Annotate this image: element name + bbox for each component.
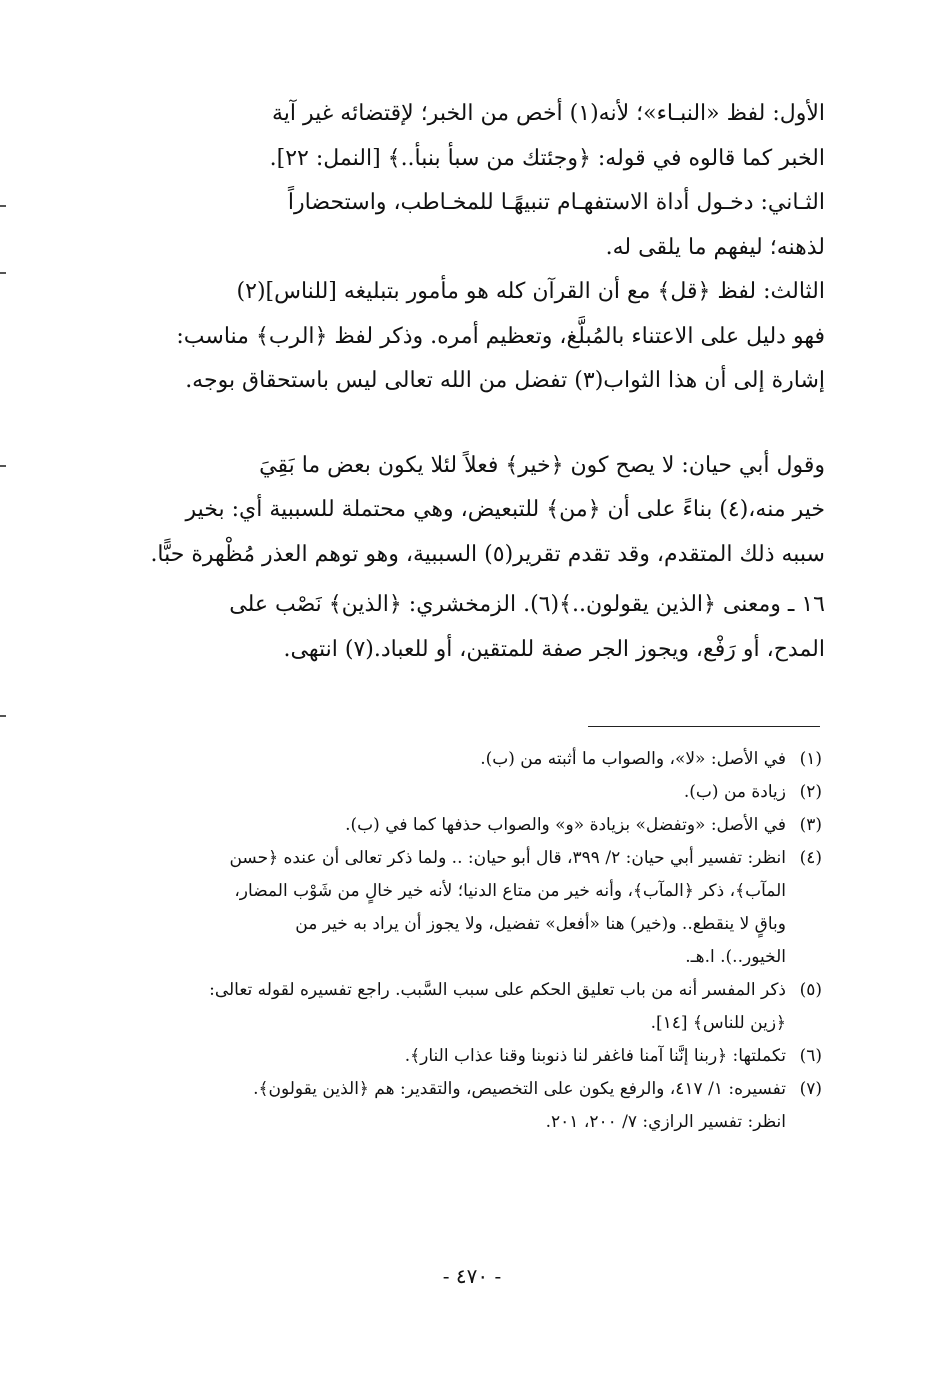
- text-line: لذهنه؛ ليفهم ما يلقى له.: [605, 234, 825, 260]
- footnote-line: في الأصل: «لا»، والصواب ما أثبته من (ب).: [480, 749, 786, 769]
- footnote-line: تكملتها: ﴿ربنا إنَّنا آمنا فاغفر لنا ذنوبنا وقنا عذاب النار﴾.: [404, 1046, 786, 1066]
- paragraph-spacer: [100, 404, 825, 444]
- footnote-number: (٥): [799, 980, 822, 1000]
- footnote-line: المآب﴾، ذكر ﴿المآب﴾، وأنه خير من متاع الدنيا؛ لأنه خير خالٍ من شَوْب المضار،: [234, 881, 786, 901]
- footnote-line: تفسيره: ١/ ٤١٧، والرفع يكون على التخصيص، والتقدير: هم ﴿الذين يقولون﴾.: [253, 1079, 786, 1099]
- footnote-item: [108, 743, 822, 776]
- footnote-item: [108, 776, 822, 809]
- footnote-number: (١): [799, 749, 822, 769]
- scan-edge-mark: [0, 272, 6, 274]
- footnote-number: (٤): [799, 848, 822, 868]
- footnote-line: في الأصل: «وتفضل» بزيادة «و» والصواب حذفها كما في (ب).: [345, 815, 786, 835]
- footnote-number: (٣): [799, 815, 822, 835]
- text-line: فهو دليل على الاعتناء بالمُبلَّغ، وتعظيم أمره. وذكر لفظ ﴿الرب﴾ مناسب:: [176, 323, 825, 349]
- scan-edge-mark: [0, 465, 6, 467]
- text-line: خير منه،(٤) بناءً على أن ﴿من﴾ للتبعيض، وهي محتملة للسببية أي: بخير: [185, 497, 825, 522]
- paragraph-second-point: [100, 181, 825, 270]
- text-line: الثـاني: دخـول أداة الاستفهـام تنبيهًـا للمخـاطب، واستحضاراً: [287, 190, 825, 215]
- footnote-text: [108, 809, 786, 842]
- footnote-text: [108, 743, 786, 776]
- footnote-line: الخيور..). ا.هـ.: [685, 947, 786, 967]
- page-number: - ٤٧٠ -: [442, 1264, 502, 1288]
- paragraph-abu-hayyan: [100, 444, 825, 578]
- text-line: وقول أبي حيان: لا يصح كون ﴿خير﴾ فعلاً لئلا يكون بعض ما بَقِيَ: [259, 452, 825, 478]
- footnote-number: (٧): [799, 1079, 822, 1099]
- footnote-line: انظر: تفسير الرازي: ٧/ ٢٠٠، ٢٠١.: [545, 1112, 786, 1132]
- footnote-item: [108, 809, 822, 842]
- text-line: الأول: لفظ «النبـاء»؛ لأنه(١) أخص من الخبر؛ لإقتضائه غير آية: [272, 101, 825, 126]
- footnote-text: [108, 776, 786, 809]
- footnote-item: [108, 842, 822, 974]
- paragraph-section-16: [100, 583, 825, 672]
- footnote-item: [108, 974, 822, 1040]
- text-line: سببه ذلك المتقدم، وقد تقدم تقرير(٥) السببية، وهو توهم العذر مُظْهرة حبًّا.: [150, 541, 825, 567]
- footnote-text: [108, 974, 786, 1040]
- footnote-item: [108, 1073, 822, 1139]
- footnote-separator: [588, 726, 820, 727]
- footnote-number: (٢): [799, 782, 822, 802]
- footnote-text: [108, 1073, 786, 1139]
- footnote-line: انظر: تفسير أبي حيان: ٢/ ٣٩٩، قال أبو حيان: .. ولما ذكر تعالى أن عنده ﴿حسن: [229, 848, 786, 868]
- footnote-line: زيادة من (ب).: [683, 782, 786, 802]
- text-line: الخبر كما قالوه في قوله: ﴿وجئتك من سبأ بنبأ..﴾ [النمل: ٢٢].: [269, 145, 825, 171]
- text-line: الثالث: لفظ ﴿قل﴾ مع أن القرآن كله هو مأمور بتبليغه [للناس](٢): [236, 279, 825, 304]
- paragraph-first-point: [100, 92, 825, 181]
- footnote-item: [108, 1040, 822, 1073]
- text-line: إشارة إلى أن هذا الثواب(٣) تفضل من الله تعالى ليس باستحقاق بوجه.: [185, 368, 825, 393]
- main-text: [100, 92, 825, 672]
- scan-edge-mark: [0, 205, 6, 207]
- footnotes: [108, 743, 822, 1139]
- footnote-line: ذكر المفسر أنه من باب تعليق الحكم على سبب السَّبب. راجع تفسيره لقوله تعالى:: [209, 980, 786, 1000]
- paragraph-third-point: [100, 270, 825, 404]
- footnote-text: [108, 842, 786, 974]
- text-line: المدح، أو رَفْع، ويجوز الجر صفة للمتقين، أو للعباد.(٧) انتهى.: [283, 636, 825, 662]
- footnote-number: (٦): [799, 1046, 822, 1066]
- footnote-text: [108, 1040, 786, 1073]
- footnote-line: ﴿زين للناس﴾ [١٤].: [650, 1013, 786, 1033]
- scan-edge-mark: [0, 715, 6, 717]
- text-line: ١٦ ـ ومعنى ﴿الذين يقولون..﴾(٦). الزمخشري: ﴿الذين﴾ نَصْب على: [229, 592, 825, 617]
- footnote-line: وباقٍ لا ينقطع.. و(خير) هنا «أفعل» تفضيل، ولا يجوز أن يراد به خير من: [295, 914, 786, 934]
